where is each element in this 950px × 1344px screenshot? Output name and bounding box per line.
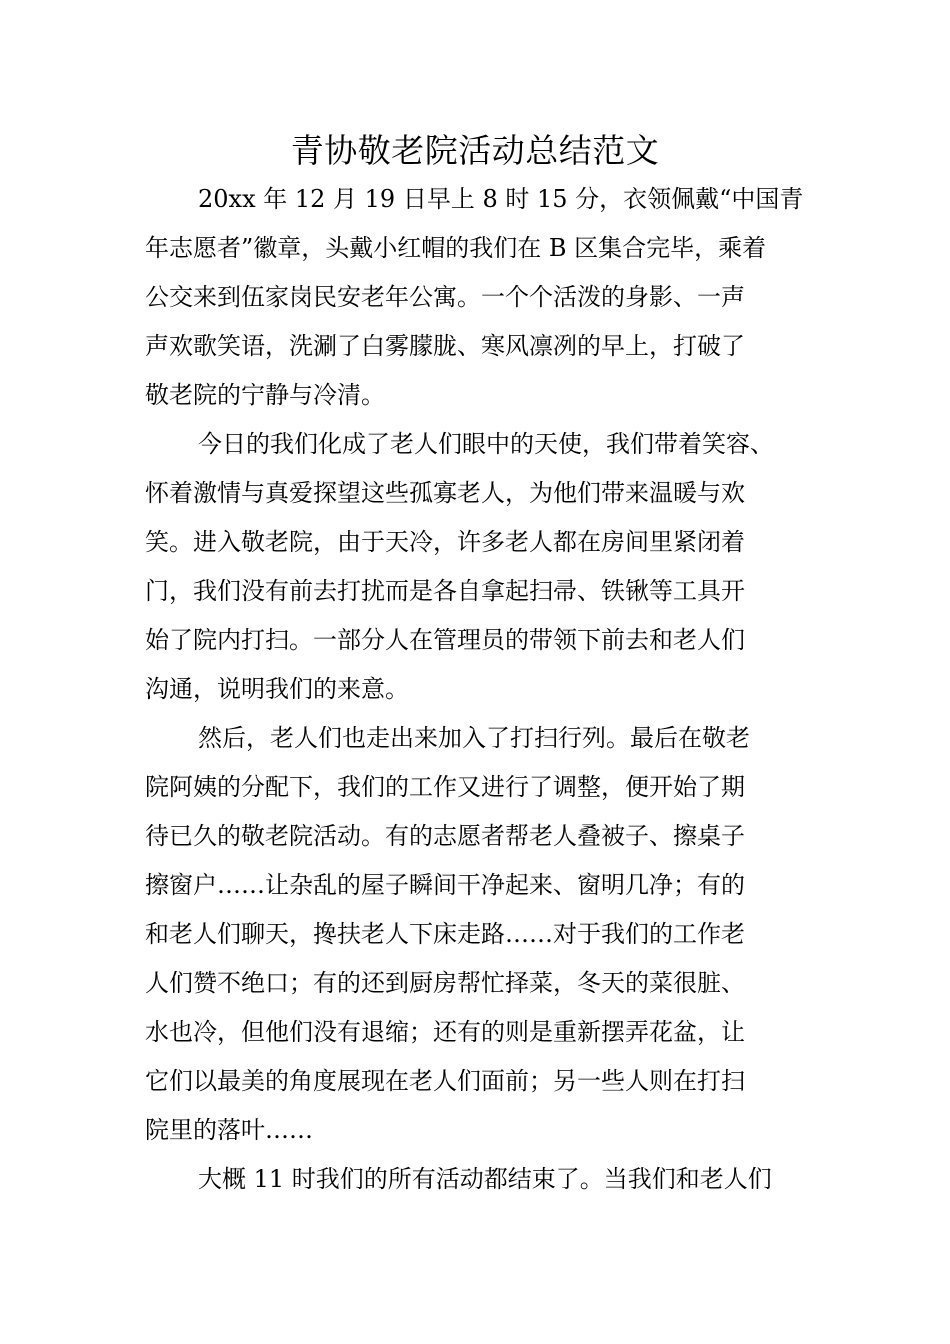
text-line: 始了院内打扫。一部分人在管理员的带领下前去和老人们: [145, 626, 745, 654]
text-line: 笑。进入敬老院，由于天冷，许多老人都在房间里紧闭着: [145, 528, 745, 556]
text-line: 然后，老人们也走出来加入了打扫行列。最后在敬老: [198, 724, 750, 752]
text-line: 待已久的敬老院活动。有的志愿者帮老人叠被子、擦桌子: [145, 822, 745, 850]
text-line: 它们以最美的角度展现在老人们面前；另一些人则在打扫: [145, 1067, 745, 1095]
text-line: 怀着激情与真爱探望这些孤寡老人，为他们带来温暖与欢: [145, 479, 745, 507]
text-line: 院里的落叶……: [145, 1116, 313, 1144]
text-line: 院阿姨的分配下，我们的工作又进行了调整，便开始了期: [145, 773, 745, 801]
text-line: 人们赞不绝口；有的还到厨房帮忙择菜，冬天的菜很脏、: [145, 969, 745, 997]
text-line: 公交来到伍家岗民安老年公寓。一个个活泼的身影、一声: [145, 283, 745, 311]
text-line: 年志愿者”徽章，头戴小红帽的我们在 B 区集合完毕，乘着: [145, 234, 767, 262]
text-line: 擦窗户……让杂乱的屋子瞬间干净起来、窗明几净；有的: [145, 871, 745, 899]
text-line: 沟通，说明我们的来意。: [145, 675, 409, 703]
text-line: 水也冷，但他们没有退缩；还有的则是重新摆弄花盆，让: [145, 1018, 745, 1046]
text-line: 声欢歌笑语，洗涮了白雾朦胧、寒风凛冽的早上，打破了: [145, 332, 745, 360]
text-line: 今日的我们化成了老人们眼中的天使，我们带着笑容、: [198, 430, 774, 458]
text-line: 大概 11 时我们的所有活动都结束了。当我们和老人们: [198, 1165, 772, 1193]
text-line: 20xx 年 12 月 19 日早上 8 时 15 分，衣领佩戴“中国青: [198, 185, 804, 213]
text-line: 和老人们聊天，搀扶老人下床走路……对于我们的工作老: [145, 920, 745, 948]
text-line: 门，我们没有前去打扰而是各自拿起扫帚、铁锹等工具开: [145, 577, 745, 605]
document-title: 青协敬老院活动总结范文: [290, 131, 660, 170]
document-body: [145, 175, 810, 1204]
text-line: 敬老院的宁静与冷清。: [145, 381, 385, 409]
